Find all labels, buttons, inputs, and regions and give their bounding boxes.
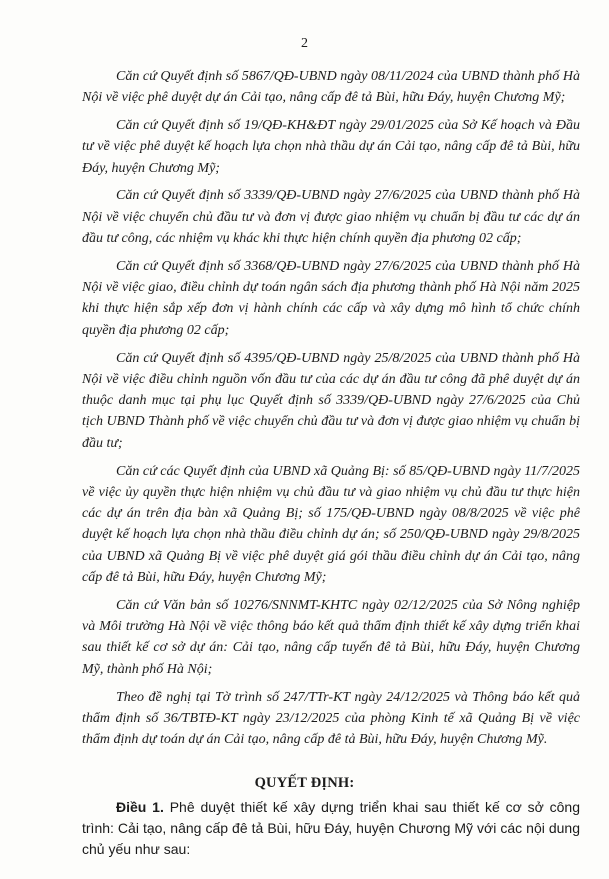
article-1 <box>82 797 580 860</box>
article-1-text: Phê duyệt thiết kế xây dựng triển khai sau thiết kế cơ sở công trình: Cải tạo, nâng cấp đê tả Bùi, hữu Đáy, huyện Chương Mỹ với các nội dung chủ yếu như sau: <box>82 799 580 857</box>
recital-paragraph: Căn cứ Quyết định số 5867/QĐ-UBND ngày 08/11/2024 của UBND thành phố Hà Nội về việc phê duyệt dự án Cải tạo, nâng cấp đê tả Bùi, hữu Đáy, huyện Chương Mỹ; <box>82 69 580 106</box>
recital-paragraph: Căn cứ Quyết định số 3368/QĐ-UBND ngày 27/6/2025 của UBND thành phố Hà Nội về việc giao, điều chỉnh dự toán ngân sách địa phương thành phố Hà Nội năm 2025 khi thực hiện sắp xếp đơn vị hành chính các cấp và xây dựng mô hình tổ chức chính quyền địa phương 02 cấp; <box>82 258 580 338</box>
page-number: 2 <box>301 36 308 51</box>
recital-paragraph: Căn cứ Quyết định số 3339/QĐ-UBND ngày 27/6/2025 của UBND thành phố Hà Nội về việc chuyển chủ đầu tư và đơn vị được giao nhiệm vụ chuẩn bị đầu tư các dự án đầu tư công, các nhiệm vụ khác khi thực hiện chính quyền địa phương 02 cấp; <box>82 188 580 247</box>
recital-paragraph: Theo đề nghị tại Tờ trình số 247/TTr-KT ngày 24/12/2025 và Thông báo kết quả thẩm định số 36/TBTĐ-KT ngày 23/12/2025 của phòng Kinh tế xã Quảng Bị về việc thẩm định dự toán dự án Cải tạo, nâng cấp đê tả Bùi, hữu Đáy, huyện Chương Mỹ. <box>82 689 580 748</box>
recital-paragraph: Căn cứ Quyết định số 4395/QĐ-UBND ngày 25/8/2025 của UBND thành phố Hà Nội về việc điều chỉnh nguồn vốn đầu tư của các dự án đầu tư công đã phê duyệt dự án thuộc danh mục tại phụ lục Quyết định số 3339/QĐ-UBND ngày 27/6/2025 của Chủ tịch UBND Thành phố về việc chuyển chủ đầu tư và đơn vị được giao nhiệm vụ chuẩn bị đầu tư; <box>82 350 580 451</box>
recital-paragraph: Căn cứ Văn bản số 10276/SNNMT-KHTC ngày 02/12/2025 của Sở Nông nghiệp và Môi trường Hà Nội về việc thông báo kết quả thẩm định thiết kế xây dựng triển khai sau thiết kế cơ sở dự án: Cải tạo, nâng cấp tuyến đê tả Bùi, hữu Đáy, huyện Chương Mỹ, thành phố Hà Nội; <box>82 597 580 677</box>
recital-paragraph: Căn cứ Quyết định số 19/QĐ-KH&ĐT ngày 29/01/2025 của Sở Kế hoạch và Đầu tư về việc phê duyệt kế hoạch lựa chọn nhà thầu dự án Cải tạo, nâng cấp đê tả Bùi, hữu Đáy, huyện Chương Mỹ; <box>82 118 580 176</box>
article-1-label: Điều 1. <box>116 799 164 815</box>
recitals-section <box>82 66 580 757</box>
recital-paragraph: Căn cứ các Quyết định của UBND xã Quảng Bị: số 85/QĐ-UBND ngày 11/7/2025 về việc ủy quyền thực hiện nhiệm vụ chủ đầu tư và giao nhiệm vụ chủ đầu tư thực hiện các dự án trên địa bàn xã Quảng Bị; số 175/QĐ-UBND ngày 08/8/2025 về việc phê duyệt kế hoạch lựa chọn nhà thầu điều chỉnh dự án; số 250/QĐ-UBND ngày 29/8/2025 của UBND xã Quảng Bị về việc phê duyệt giá gói thầu điều chỉnh dự án Cải tạo, nâng cấp đê tả Bùi, hữu Đáy, huyện Chương Mỹ; <box>82 463 580 586</box>
decision-heading: QUYẾT ĐỊNH: <box>254 775 355 791</box>
